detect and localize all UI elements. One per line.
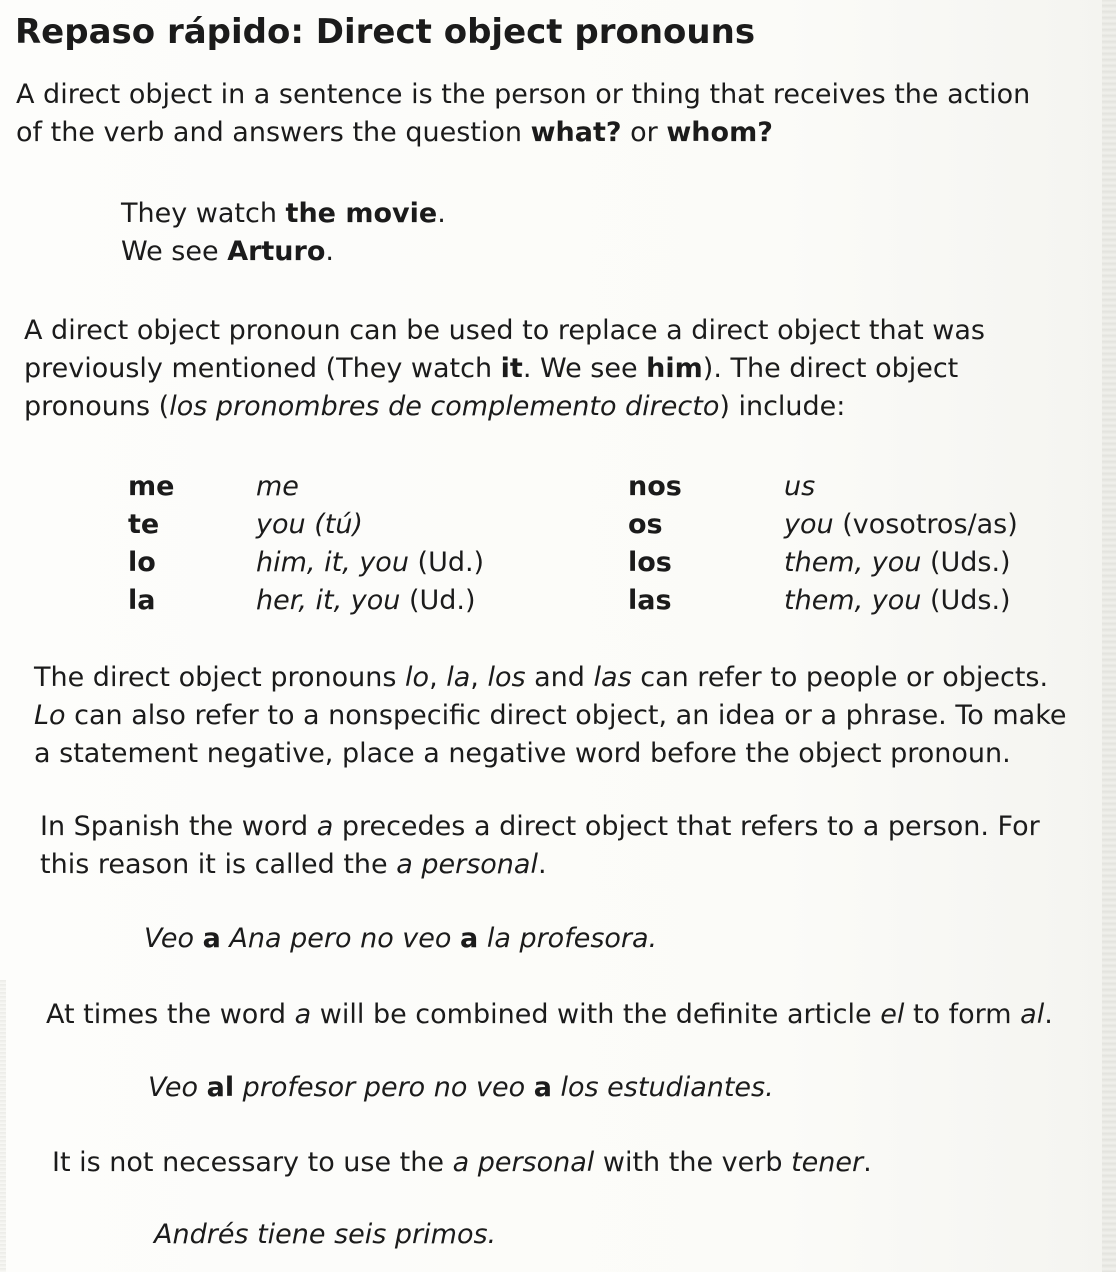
tener-part-b: with the verb bbox=[594, 1147, 792, 1178]
tener-paragraph bbox=[52, 1144, 872, 1182]
intro-what: what? bbox=[530, 117, 622, 148]
pronoun-para-line-3a: pronouns ( bbox=[24, 391, 170, 422]
pronoun-en-las-plain: (Uds.) bbox=[921, 585, 1011, 616]
personal-a-term: a personal bbox=[396, 849, 538, 880]
pronoun-es-lo: lo bbox=[128, 547, 156, 578]
example-1-text: They watch bbox=[121, 198, 286, 229]
example-profesor-al: al bbox=[206, 1072, 235, 1103]
pronoun-para-line-2c: ). The direct object bbox=[702, 353, 959, 384]
pronoun-en-os-italic: you bbox=[784, 509, 834, 540]
example-ana-part-2: Ana pero no veo bbox=[220, 923, 460, 954]
refer-line-2b: can also refer to a nonspecific direct object, an idea or a phrase. To make bbox=[65, 700, 1067, 731]
intro-line-1: A direct object in a sentence is the person or thing that receives the action bbox=[16, 79, 1031, 110]
refer-los: los bbox=[487, 662, 526, 693]
refer-line-2-lo: Lo bbox=[34, 700, 66, 731]
al-word-a: a bbox=[294, 999, 312, 1030]
refer-line-1b: can refer to people or objects. bbox=[631, 662, 1049, 693]
example-andres-primos: Andrés tiene seis primos. bbox=[154, 1219, 497, 1250]
personal-a-word: a bbox=[316, 811, 334, 842]
example-2-text: We see bbox=[121, 236, 228, 267]
pronoun-es-los: los bbox=[628, 547, 672, 578]
pronoun-para-line-2b: . We see bbox=[522, 353, 647, 384]
refer-la: la bbox=[446, 662, 471, 693]
example-profesor-estudiantes bbox=[148, 1069, 774, 1107]
pronoun-en-los-plain: (Uds.) bbox=[921, 547, 1011, 578]
pronoun-en-os-plain: (vosotros/as) bbox=[833, 509, 1018, 540]
pronoun-para-line-3b: ) include: bbox=[719, 391, 846, 422]
page-edge-left bbox=[0, 980, 6, 1272]
pronoun-en-te-text: you (tú) bbox=[256, 509, 363, 540]
intro-paragraph bbox=[16, 76, 1030, 152]
pronoun-es-la: la bbox=[128, 585, 156, 616]
refer-line-3: a statement negative, place a negative word before the object pronoun. bbox=[34, 738, 1011, 769]
pronoun-para-line-2a: previously mentioned (They watch bbox=[24, 353, 501, 384]
al-paragraph bbox=[46, 996, 1053, 1034]
page-edge-shadow bbox=[1102, 0, 1116, 1272]
pronoun-en-me bbox=[256, 468, 299, 506]
pronoun-en-os bbox=[784, 506, 1018, 544]
personal-a-line-1b: precedes a direct object that refers to a person. For bbox=[333, 811, 1040, 842]
example-2-period: . bbox=[325, 236, 334, 267]
intro-or: or bbox=[621, 117, 667, 148]
pronoun-es-te: te bbox=[128, 509, 160, 540]
pronoun-en-lo bbox=[256, 544, 484, 582]
example-ana-profesora bbox=[144, 920, 657, 958]
pronoun-en-las bbox=[784, 582, 1011, 620]
al-part-d: . bbox=[1044, 999, 1053, 1030]
al-part-b: will be combined with the definite article bbox=[311, 999, 881, 1030]
section-title: Repaso rápido: Direct object pronouns bbox=[15, 12, 756, 52]
personal-a-line-2a: this reason it is called the bbox=[40, 849, 397, 880]
intro-line-2: of the verb and answers the question bbox=[16, 117, 531, 148]
pronoun-para-line-1: A direct object pronoun can be used to replace a direct object that was bbox=[24, 315, 985, 346]
example-2-object: Arturo bbox=[227, 236, 326, 267]
personal-a-line-2b: . bbox=[537, 849, 547, 880]
pronoun-para-spanish-term: los pronombres de complemento directo bbox=[169, 391, 720, 422]
tener-a-personal: a personal bbox=[452, 1147, 595, 1178]
pronoun-es-me: me bbox=[128, 471, 175, 502]
example-profesor-part-2: profesor pero no veo bbox=[234, 1072, 534, 1103]
example-profesor-part-3: los estudiantes. bbox=[551, 1072, 774, 1103]
pronoun-en-te bbox=[256, 506, 363, 544]
example-ana-a-1: a bbox=[202, 923, 221, 954]
tener-part-a: It is not necessary to use the bbox=[52, 1147, 453, 1178]
example-profesor-a: a bbox=[533, 1072, 552, 1103]
personal-a-line-1a: In Spanish the word bbox=[40, 811, 317, 842]
refer-line-1a: The direct object pronouns bbox=[34, 662, 406, 693]
pronoun-en-la-italic: her, it, you bbox=[256, 585, 401, 616]
pronoun-en-la bbox=[256, 582, 476, 620]
pronoun-en-me-text: me bbox=[256, 471, 299, 502]
pronoun-es-nos: nos bbox=[628, 471, 682, 502]
tener-verb: tener bbox=[791, 1147, 864, 1178]
refer-comma-1: , bbox=[429, 662, 447, 693]
refer-comma-2: , bbox=[470, 662, 488, 693]
pronoun-es-os: os bbox=[628, 509, 663, 540]
pronoun-en-nos-text: us bbox=[784, 471, 816, 502]
al-word-el: el bbox=[880, 999, 905, 1030]
refer-paragraph bbox=[34, 659, 1067, 773]
pronoun-en-los bbox=[784, 544, 1011, 582]
pronoun-en-nos bbox=[784, 468, 815, 506]
al-part-a: At times the word bbox=[46, 999, 295, 1030]
example-1-period: . bbox=[437, 198, 446, 229]
refer-lo: lo bbox=[405, 662, 430, 693]
pronoun-en-lo-plain: (Ud.) bbox=[408, 547, 485, 578]
tener-part-c: . bbox=[863, 1147, 872, 1178]
pronoun-en-la-plain: (Ud.) bbox=[400, 585, 476, 616]
refer-and: and bbox=[525, 662, 594, 693]
pronoun-table bbox=[0, 468, 1116, 624]
pronoun-para-it: it bbox=[500, 353, 523, 384]
pronoun-definition-paragraph bbox=[24, 312, 985, 426]
pronoun-es-las: las bbox=[628, 585, 672, 616]
example-1-object: the movie bbox=[285, 198, 438, 229]
pronoun-en-las-italic: them, you bbox=[784, 585, 922, 616]
refer-las: las bbox=[593, 662, 632, 693]
al-part-c: to form bbox=[904, 999, 1021, 1030]
pronoun-en-los-italic: them, you bbox=[784, 547, 922, 578]
intro-whom: whom? bbox=[666, 117, 773, 148]
example-ana-a-2: a bbox=[460, 923, 479, 954]
example-ana-part-3: la profesora. bbox=[478, 923, 658, 954]
example-sentences-english bbox=[121, 195, 446, 271]
example-ana-part-1: Veo bbox=[144, 923, 203, 954]
pronoun-en-lo-italic: him, it, you bbox=[256, 547, 409, 578]
example-profesor-part-1: Veo bbox=[148, 1072, 207, 1103]
pronoun-para-him: him bbox=[646, 353, 703, 384]
al-word-al: al bbox=[1020, 999, 1045, 1030]
personal-a-paragraph bbox=[40, 808, 1040, 884]
